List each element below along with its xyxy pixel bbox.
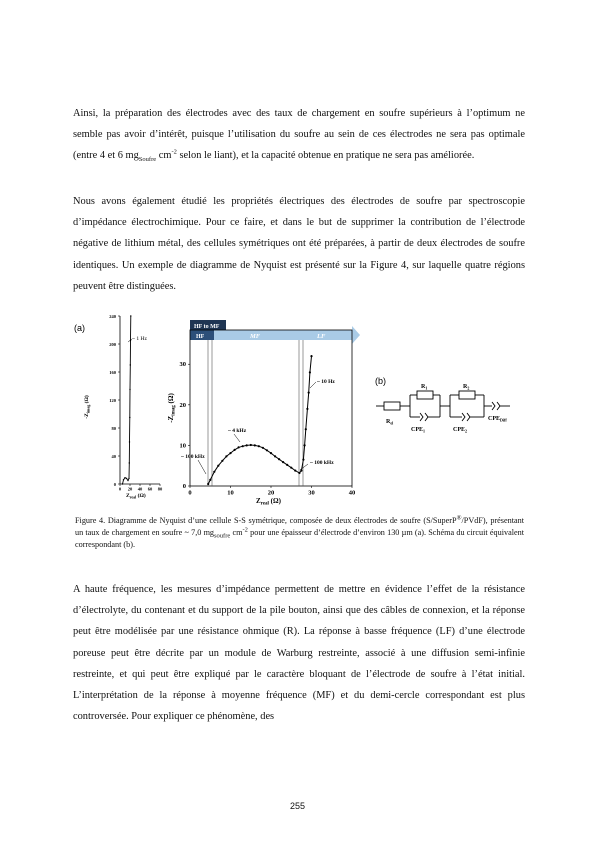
label-r1: $R_1$: [421, 384, 428, 391]
y-tick-label: 10: [179, 442, 186, 450]
paragraph-1-text-c: selon le liant), et la capacité obtenue en pratique ne sera pas améliorée.: [176, 150, 475, 162]
label-rel: $R_{el}$: [386, 419, 394, 426]
figure-4-svg: [70, 312, 530, 507]
caption-superscript-registered: ®: [456, 514, 462, 522]
data-point: [130, 364, 131, 365]
x-tick-label: 40: [348, 489, 356, 497]
paragraph-1-text-a: Ainsi, la préparation des électrodes avec des taux de chargement en soufre supérieurs à l’optimum ne semble pas avoir d’intérêt, puisque l’utilisation du soufre au sein de ces électrodes ne sera pas optimale (entre 4 et 6 mg: [73, 108, 525, 162]
data-point: [266, 449, 268, 451]
region-hf-label: HF: [196, 334, 205, 340]
data-point: [229, 452, 231, 454]
main-y-axis-label: $-Z_{imag}$ (Ω): [167, 393, 177, 423]
main-data-line: [208, 356, 311, 484]
data-point: [130, 315, 131, 316]
x-tick-label: 60: [147, 486, 153, 492]
paragraph-1-superscript: -2: [171, 148, 177, 156]
data-point: [309, 371, 311, 373]
x-tick-label: 40: [137, 486, 143, 492]
data-point: [250, 444, 252, 446]
data-point: [129, 389, 130, 390]
data-point: [217, 465, 219, 467]
inset-data-line: [123, 316, 131, 484]
caption-superscript: -2: [242, 526, 248, 534]
caption-subscript: soufre: [214, 532, 231, 540]
data-point: [258, 445, 260, 447]
annotation-100khz-left: ~ 100 kHz: [181, 454, 205, 460]
data-point: [294, 470, 296, 472]
caption-text-a: Figure 4. Diagramme de Nyquist d’une cellule S-S symétrique, composée de deux électrodes de soufre (S/SuperP: [75, 516, 457, 525]
x-tick-label: 80: [157, 486, 163, 492]
main-y-ticks: [180, 361, 191, 490]
x-tick-label: 30: [308, 489, 315, 497]
cpe-diff-symbol: [492, 402, 500, 410]
resistor-r1: [417, 391, 433, 399]
paragraph-1: [73, 103, 525, 167]
y-tick-label: 120: [109, 398, 116, 403]
data-point: [129, 417, 130, 418]
panel-a-label: (a): [74, 323, 85, 333]
label-r2: $R_2$: [463, 384, 470, 391]
data-point: [242, 445, 244, 447]
data-point: [238, 446, 240, 448]
page-number: 255: [289, 801, 306, 811]
y-tick-label: 40: [111, 454, 116, 459]
data-point: [302, 459, 304, 461]
annotation-4khz: ~ 4 kHz: [228, 428, 247, 434]
data-point: [305, 428, 307, 430]
x-tick-label: 0: [188, 489, 192, 497]
y-tick-label: 80: [111, 426, 116, 431]
data-point: [310, 355, 312, 357]
x-tick-label: 0: [118, 486, 122, 492]
y-tick-label: 240: [109, 314, 116, 319]
main-x-axis-label: $Z_{real}$ (Ω): [256, 497, 281, 507]
x-tick-label: 20: [267, 489, 275, 497]
data-point: [246, 444, 248, 446]
inset-plot: [83, 314, 163, 500]
y-tick-label: 20: [179, 401, 186, 409]
cpe1-symbol: [420, 413, 428, 421]
caption-text-c: cm: [230, 527, 243, 537]
paragraph-1-subscript: Soufre: [138, 156, 157, 164]
data-point: [122, 483, 123, 484]
data-point: [304, 444, 306, 446]
y-tick-label: 0: [182, 483, 186, 490]
caption-text-d: pour une épaisseur d’électrode d’environ 130 µm (a). Schéma du circuit équivalent correspondant (b).: [75, 527, 524, 549]
data-point: [127, 480, 128, 481]
data-point: [262, 447, 264, 449]
data-point: [123, 479, 124, 480]
main-data-points: [207, 355, 312, 485]
data-point: [213, 471, 215, 473]
data-point: [124, 477, 125, 478]
data-point: [254, 444, 256, 446]
inset-y-ticks: [109, 314, 120, 487]
label-cpe1: $CPE_1$: [411, 427, 425, 434]
panel-b-label: (b): [375, 376, 386, 386]
figure-caption: [75, 515, 524, 550]
y-tick-label: 160: [109, 370, 116, 375]
annotation-10hz: ~ 10 Hz: [317, 379, 335, 385]
data-point: [207, 483, 209, 485]
data-point: [308, 392, 310, 394]
data-point: [126, 478, 127, 479]
annotation-100khz-right: ~ 100 kHz: [310, 460, 334, 466]
data-point: [286, 464, 288, 466]
data-point: [282, 461, 284, 463]
data-point: [234, 449, 236, 451]
paragraph-1-text-b: cm: [156, 150, 172, 162]
data-point: [270, 452, 272, 454]
data-point: [225, 455, 227, 457]
data-point: [129, 441, 130, 442]
x-tick-label: 10: [227, 489, 234, 497]
y-tick-label: 30: [179, 361, 186, 369]
resistor-rel: [384, 402, 400, 410]
main-plot: [167, 320, 360, 507]
data-point: [306, 408, 308, 410]
caption-text-b: /PVdF), présentant un taux de chargement en soufre ~ 7,0 mg: [75, 516, 524, 537]
data-point: [278, 458, 280, 460]
y-tick-label: 200: [109, 342, 116, 347]
inset-annotation-1hz: ~ 1 Hz: [132, 336, 147, 342]
data-point: [128, 478, 129, 479]
figure-4: [70, 312, 530, 507]
x-tick-label: 20: [127, 486, 133, 492]
paragraph-3: A haute fréquence, les mesures d’impédance permettent de mettre en évidence l’effet de la résistance d’électrolyte, du contenant et du support de la pile bouton, ainsi que des câbles de connexion, et la réponse peut être modélisée par une résistance ohmique (R). La réponse à basse fréquence (LF) d’une électrode poreuse peut être décrite par un module de Warburg restreinte, associé à une diffusion semi-infinie restreinte, et qui peut être expliqué par le caractère bloquant de l’électrode de soufre à l’état initial. L’interprétation de la réponse à moyenne fréquence (MF) et du demi-cercle correspondant est plus controversée. Pour expliquer ce phénomène, des: [73, 584, 525, 723]
region-banner: [190, 330, 352, 340]
data-point: [221, 460, 223, 462]
data-point: [298, 472, 300, 474]
circuit-labels: [386, 384, 507, 434]
region-lf-label: LF: [317, 333, 326, 340]
region-hf-to-mf-label: HF to MF: [194, 324, 220, 330]
data-point: [290, 467, 292, 469]
data-point: [209, 479, 211, 481]
region-mf-label: MF: [250, 333, 261, 340]
cpe2-symbol: [462, 413, 470, 421]
data-point: [274, 455, 276, 457]
label-cpe-diff: $CPE_{Diff}$: [488, 416, 507, 423]
paragraph-2: Nous avons également étudié les propriétés électriques des électrodes de soufre par spectroscopie d’impédance électrochimique. Pour ce faire, et dans le but de supprimer la contribution de l’électrode négative de lithium métal, des cellules symétriques ont été préparées, à partir de deux électrodes de soufre identiques. Un exemple de diagramme de Nyquist est présenté sur la Figure 4, sur laquelle quatre régions peuvent être distinguées.: [73, 196, 525, 292]
inset-y-axis-label: $-Z_{imag}$ (Ω): [84, 395, 91, 419]
region-banner-arrow: [352, 326, 360, 344]
resistor-r2: [459, 391, 475, 399]
main-x-ticks: [188, 486, 355, 497]
data-point: [129, 462, 130, 463]
inset-x-ticks: [119, 484, 163, 492]
y-tick-label: 0: [113, 482, 116, 487]
label-cpe2: $CPE_2$: [453, 427, 467, 434]
inset-x-axis-label: $Z_{real}$ (Ω): [126, 493, 146, 500]
